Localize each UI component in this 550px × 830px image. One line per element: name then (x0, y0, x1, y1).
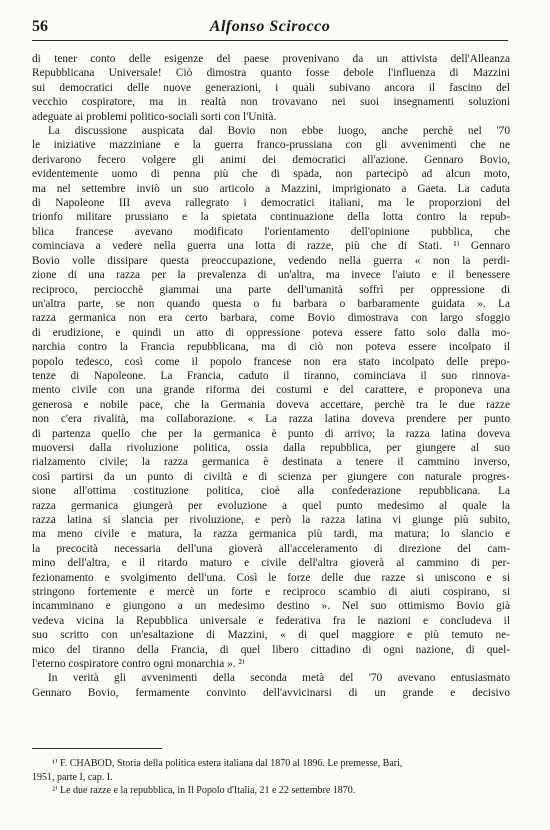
main-text (32, 52, 510, 700)
footnote-line: 1951, parte I, cap. I. (32, 771, 113, 783)
text-line: sione all'ottima costituzione politica, cioè alla confederazione repubblicana. La (32, 485, 510, 498)
text-line: evidentemente uomo di penna più che di spada, non partecipò ad alcun moto, (32, 168, 510, 181)
text-line: reciproco, perciocchè giammai una parte dell'umanità soffrì per oppressione di (32, 283, 510, 296)
text-line: razza germanica giungerà per evoluzione a quel punto medesimo al quale la (32, 499, 510, 512)
text-line: adeguate ai problemi politico-sociali sorti con l'Unità. (32, 110, 277, 123)
text-line: blica francese avevano modificato l'orientamento dell'opinione pubblica, che (32, 225, 510, 238)
text-line: incamminano e giungono a un medesimo destino ». Nel suo ottimismo Bovio già (32, 600, 510, 613)
text-line: mento civile con una grande riforma dei costumi e del carattere, e proponeva una (32, 384, 510, 397)
text-line: di Napoleone III aveva rallegrato i democratici italiani, ma le proporzioni del (32, 197, 510, 210)
text-line: di erudizione, e quindi un atto di oppressione poteva essere fatto solo dalla mo- (32, 326, 510, 339)
text-line: generosa e nobile pace, che la Germania doveva accettare, perchè tra le due razze (32, 398, 510, 411)
text-line: Gennaro Bovio, fermamente convinto dell'avvicinarsi di un grande e decisivo (32, 686, 510, 699)
footnote-line: ¹⁾ F. CHABOD, Storia della politica estera italiana dal 1870 al 1896. Le premesse, Bari, (52, 758, 403, 769)
text-line: mino dell'altra, e il ritardo maturo e civile dell'altra gioverà al cammino di per- (32, 557, 510, 570)
text-line: muoversi dalla rivoluzione politica, ossia dalla repubblica, per giungere al suo (32, 441, 510, 454)
running-title-author: Alfonso Scirocco (209, 18, 331, 35)
text-line: derivarono fecero volgere gli animi dei democratici all'azione. Gennaro Bovio, (32, 153, 510, 166)
text-line: così partirsi da un punto di civiltà e di scienza per giungere con naturale progres- (32, 470, 510, 483)
footnotes (32, 757, 510, 798)
text-line: In verità gli avvenimenti della seconda metà del '70 avevano entusiasmato (48, 672, 510, 685)
text-line: razza germanica non era certo barbara, come Bovio dimostrava con largo sfoggio (32, 312, 510, 325)
text-line: Bovio volle dissipare questa preoccupazione, vedendo nella guerra « non la perdi- (32, 254, 510, 267)
text-line: non c'era rivalità, ma collaborazione. « La razza latina doveva prendere per punto (32, 413, 510, 426)
text-line: l'eterno cospiratore contro ogni monarchia ». ²⁾ (32, 658, 245, 671)
text-line: la precocità necessaria dell'una gioverà all'acceleramento di direzione del cam- (32, 542, 510, 555)
text-line: suo scritto con un'esaltazione di Mazzini, « di quel maggiore e più temuto ne- (32, 629, 510, 642)
text-line: cominciava a vedere nella guerra una lotta di razze, più che di Stati. ¹⁾ Gennaro (32, 240, 510, 253)
text-line: tenze di Napoleone. La Francia, caduto il tiranno, cominciava il suo rinnova- (32, 369, 510, 382)
text-line: razza latina si slancia per rivoluzione, e però la razza latina vi giunge più subito, (32, 514, 510, 526)
text-line: rialzamento civile; la razza germanica è destinata a tenere il cammino inverso, (32, 456, 510, 469)
text-line: trionfo militare prussiano e la spietata continuazione della lotta contro la repub- (32, 211, 510, 224)
text-line: La discussione auspicata dal Bovio non ebbe luogo, anche perchè nel '70 (48, 125, 510, 138)
text-line: un'altra parte, se non quando questa o fu barbara o barbaramente guidata ». La (32, 297, 510, 310)
text-line: Repubblicana Universale! Ciò dimostra quanto fosse debole l'influenza di Mazzini (32, 67, 510, 80)
text-line: di partenza quello che per la germanica è punto di arrivo; la razza latina doveva (32, 427, 510, 440)
text-line: le iniziative mazziniane e la guerra franco-prussiana con gli avvenimenti che ne (32, 139, 510, 152)
text-line: ma meno civile e matura, la razza germanica più tardi, ma matura; lo slancio e (32, 528, 510, 541)
running-header (32, 14, 508, 41)
footnote-divider (32, 748, 162, 749)
text-line: di tener conto delle esigenze del paese provenivano da un attivista dell'Alleanza (32, 53, 510, 65)
text-line: narchia contro la Francia repubblicana, ma di ciò non poteva essere incolpato il (32, 341, 510, 354)
footnote-line: ²⁾ Le due razze e la repubblica, in Il Popolo d'Italia, 21 e 22 settembre 1870. (52, 785, 356, 796)
text-line: stringono fortemente e mercè un forte e reciproco scambio di aiuti cospirano, si (32, 586, 510, 599)
text-line: vedeva vicina la Repubblica universale e federativa fra le nazioni e concludeva il (32, 614, 510, 627)
text-line: fezionamento e svolgimento dell'una. Così le forze delle due razze si uniscono e si (32, 571, 510, 584)
text-line: zione di una razza per la prevalenza di un'altra, ma invece l'aiuto e il benessere (32, 269, 510, 282)
text-line: mico del tiranno della Francia, di quel libero cittadino di ogni nazione, di quel- (32, 643, 510, 656)
text-line: ma nel settembre inviò un suo articolo a Mazzini, imprigionato a Gaeta. La caduta (32, 182, 510, 195)
page-number: 56 (32, 18, 48, 35)
text-line: sui democratici delle nuove generazioni, i quali subivano ancora il fascino del (32, 81, 510, 94)
text-line: popolo tedesco, così come il popolo francese non era stato incolpato delle prepo- (32, 355, 510, 368)
text-line: vecchio cospiratore, ma in realtà non trovavano nei suoi insegnamenti soluzioni (32, 96, 510, 109)
